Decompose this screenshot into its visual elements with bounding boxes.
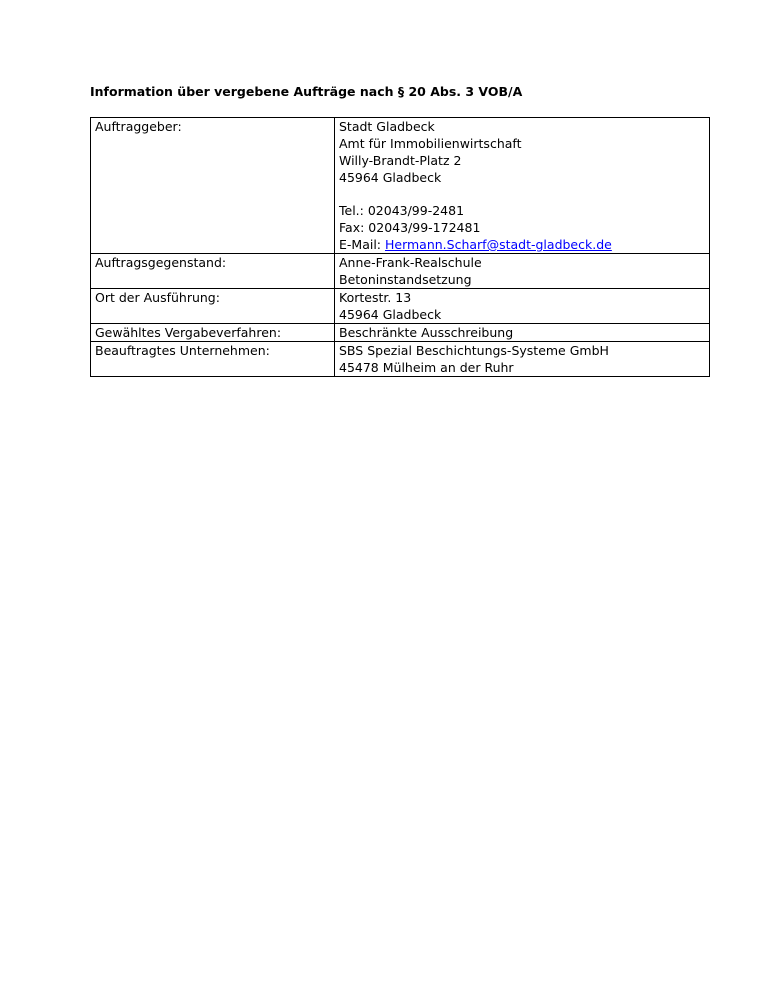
company-name: SBS Spezial Beschichtungs-Systeme GmbH <box>339 343 609 358</box>
company-city: 45478 Mülheim an der Ruhr <box>339 360 514 375</box>
row-value <box>335 118 710 254</box>
table-row-unternehmen <box>91 342 710 377</box>
row-value <box>335 289 710 324</box>
subject-work: Betoninstandsetzung <box>339 272 472 287</box>
email-link[interactable]: Hermann.Scharf@stadt-gladbeck.de <box>384 237 612 252</box>
row-label: Gewähltes Vergabeverfahren: <box>91 324 335 342</box>
client-email-line <box>339 236 705 253</box>
client-phone: Tel.: 02043/99-2481 <box>339 203 465 218</box>
location-city: 45964 Gladbeck <box>339 307 442 322</box>
row-value <box>335 254 710 289</box>
table-row-auftragsgegenstand <box>91 254 710 289</box>
table-row-ort <box>91 289 710 324</box>
row-label: Ort der Ausführung: <box>91 289 335 324</box>
client-fax: Fax: 02043/99-172481 <box>339 220 481 235</box>
client-street: Willy-Brandt-Platz 2 <box>339 153 462 168</box>
table-row-auftraggeber <box>91 118 710 254</box>
row-value <box>335 324 710 342</box>
page-title: Information über vergebene Aufträge nach § 20 Abs. 3 VOB/A <box>90 84 523 99</box>
client-department: Amt für Immobilienwirtschaft <box>339 136 522 151</box>
procedure-type: Beschränkte Ausschreibung <box>339 325 514 340</box>
row-label: Auftraggeber: <box>91 118 335 254</box>
client-city: 45964 Gladbeck <box>339 170 442 185</box>
client-name: Stadt Gladbeck <box>339 119 435 134</box>
row-label: Beauftragtes Unternehmen: <box>91 342 335 377</box>
blank-line <box>339 186 705 202</box>
table-row-vergabeverfahren <box>91 324 710 342</box>
row-label: Auftragsgegenstand: <box>91 254 335 289</box>
subject-school: Anne-Frank-Realschule <box>339 255 482 270</box>
award-info-table <box>90 117 710 377</box>
location-street: Kortestr. 13 <box>339 290 412 305</box>
email-prefix: E-Mail: <box>339 237 385 252</box>
row-value <box>335 342 710 377</box>
